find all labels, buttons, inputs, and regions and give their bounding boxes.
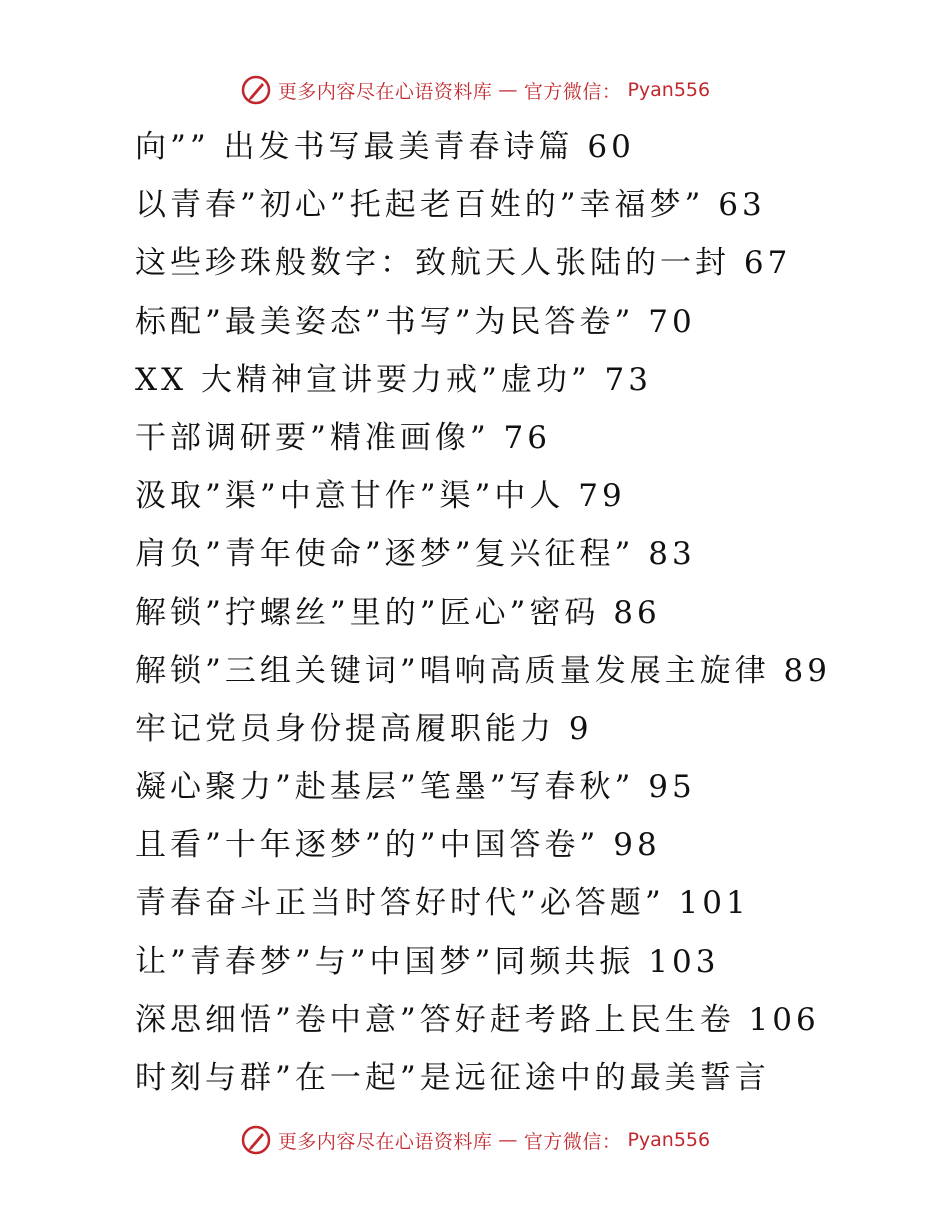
toc-entry: 青春奋斗正当时答好时代”必答题” 101: [135, 885, 750, 922]
footer-separator: —: [498, 1129, 518, 1151]
footer-banner: [0, 1120, 950, 1160]
toc-entry: 这些珍珠般数字：致航天人张陆的一封 67: [135, 245, 792, 282]
toc-entry: 牢记党员身份提高履职能力 9: [135, 710, 593, 747]
banner-wechat-label: 官方微信：: [523, 80, 622, 103]
quill-logo-icon: [240, 74, 272, 106]
toc-entry: 深思细悟”卷中意”答好赶考路上民生卷 106: [135, 1001, 820, 1038]
table-of-contents: [135, 118, 925, 1107]
footer-wechat-label: 官方微信：: [523, 1130, 622, 1153]
toc-entry: 解锁”三组关键词”唱响高质量发展主旋律 89: [135, 652, 831, 689]
toc-entry: XX 大精神宣讲要力戒”虚功” 73: [135, 361, 652, 398]
toc-entry: 向”” 出发书写最美青春诗篇 60: [135, 129, 635, 165]
quill-logo-icon: [240, 1124, 272, 1156]
toc-entry: 且看”十年逐梦”的”中国答卷” 98: [135, 827, 661, 864]
toc-entry: 汲取”渠”中意甘作”渠”中人 79: [135, 478, 626, 515]
toc-entry: 让”青春梦”与”中国梦”同频共振 103: [135, 943, 720, 980]
toc-entry: 时刻与群”在一起”是远征途中的最美誓言: [135, 1060, 770, 1096]
toc-entry: 肩负”青年使命”逐梦”复兴征程” 83: [135, 536, 696, 573]
toc-entry: 以青春”初心”托起老百姓的”幸福梦” 63: [135, 187, 766, 224]
toc-entry: 解锁”拧螺丝”里的”匠心”密码 86: [135, 594, 661, 631]
header-banner: [0, 70, 950, 110]
banner-wechat-id: Pyan556: [627, 79, 711, 101]
banner-separator: —: [498, 79, 518, 101]
banner-brand-text: 更多内容尽在心语资料库: [277, 80, 493, 103]
footer-brand-text: 更多内容尽在心语资料库: [277, 1130, 493, 1153]
footer-wechat-id: Pyan556: [627, 1129, 711, 1151]
toc-entry: 标配”最美姿态”书写”为民答卷” 70: [135, 303, 696, 340]
toc-entry: 凝心聚力”赴基层”笔墨”写春秋” 95: [135, 769, 696, 806]
toc-entry: 干部调研要”精准画像” 76: [135, 419, 551, 456]
